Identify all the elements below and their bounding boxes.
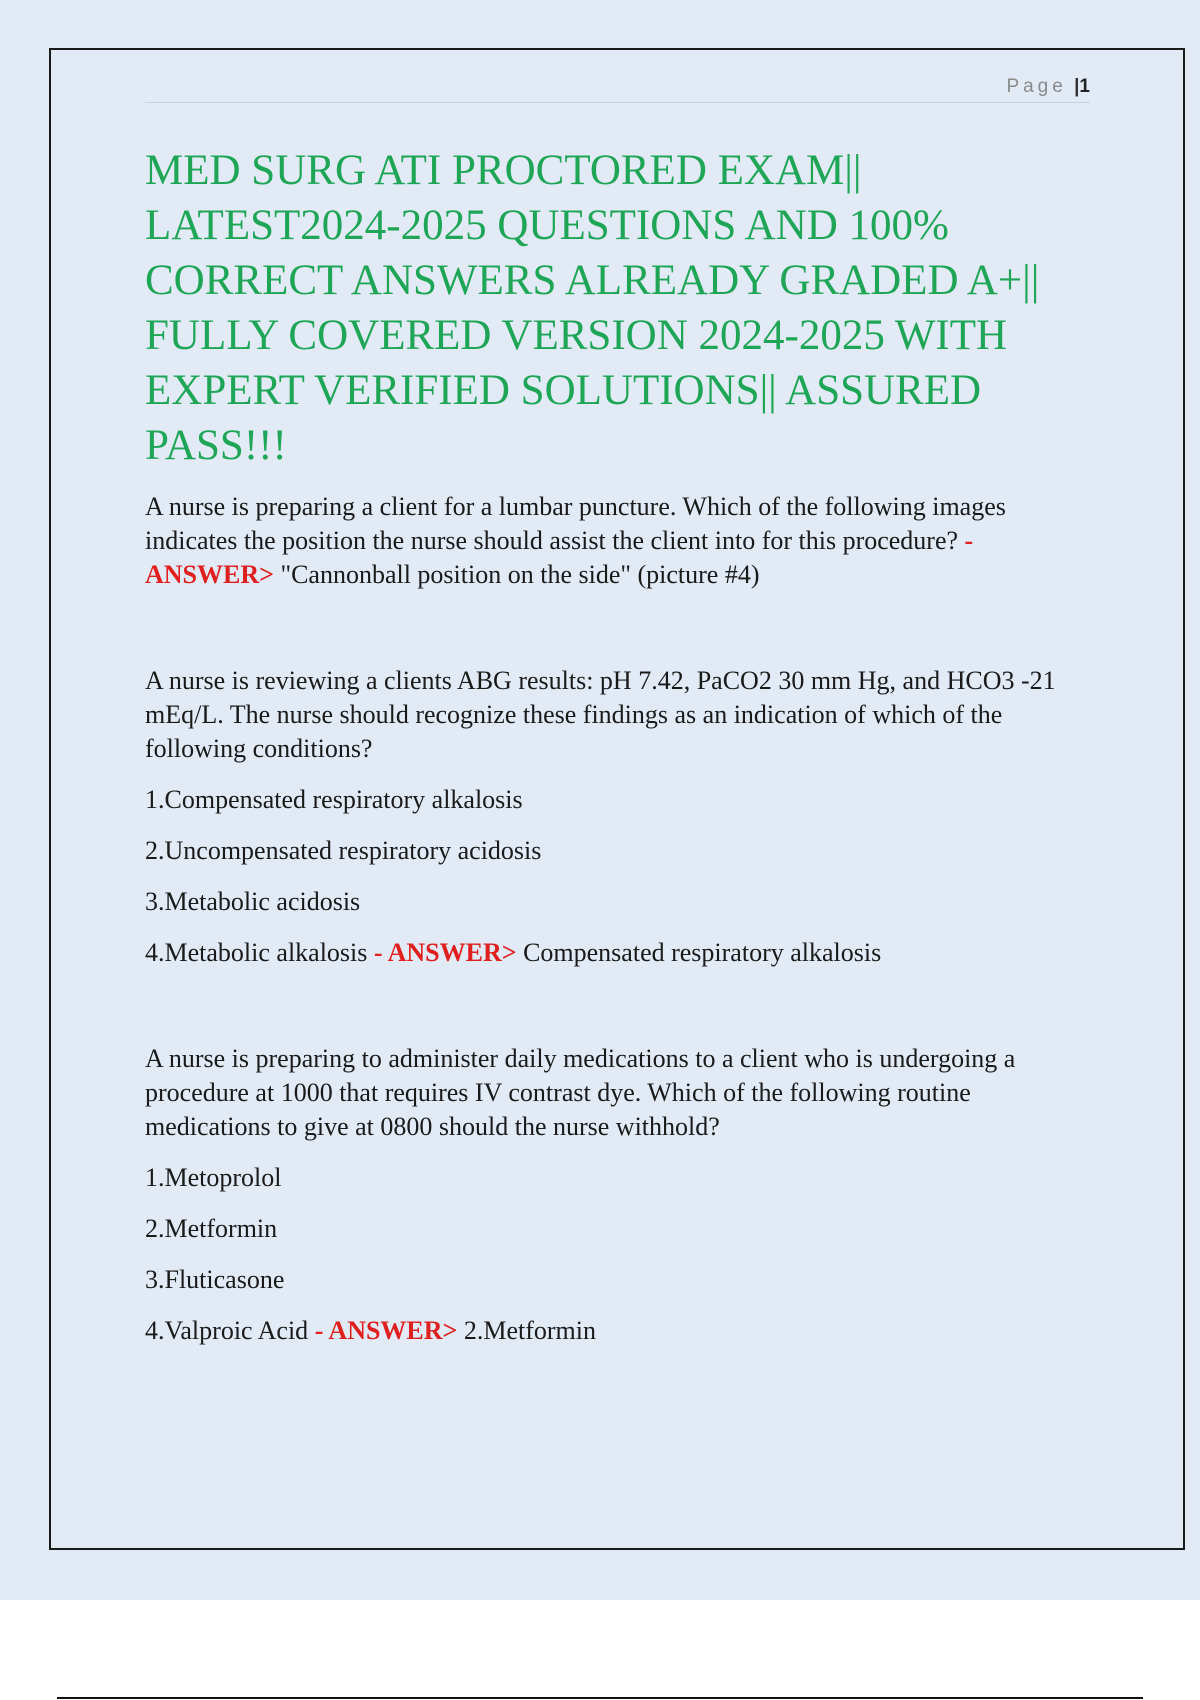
option-item: 3.Fluticasone (145, 1265, 285, 1294)
question-text (145, 490, 1095, 592)
option-item: 3.Metabolic acidosis (145, 887, 361, 916)
question-3-answer: 2.Metformin (463, 1316, 597, 1345)
question-2-text: A nurse is reviewing a clients ABG results: pH 7.42, PaCO2 30 mm Hg, and HCO3 -21 mEq/L. The nurse should recognize these findings as an indication of which of the following conditions? (145, 666, 1056, 763)
question-1-text: A nurse is preparing a client for a lumbar puncture. Which of the following images indicates the position the nurse should assist the client into for this procedure? (145, 492, 1006, 555)
answer-label: - ANSWER> (314, 1316, 458, 1345)
question-block-3 (145, 1042, 1095, 1365)
question-2-answer: Compensated respiratory alkalosis (523, 938, 882, 967)
question-1-answer: "Cannonball position on the side" (picture #4) (280, 560, 760, 589)
page-number: 1 (1079, 76, 1090, 97)
option-item-with-answer (145, 936, 1095, 970)
page-label: Page (1006, 76, 1067, 97)
option-item: 2.Uncompensated respiratory acidosis (145, 836, 542, 865)
option-item: 1.Compensated respiratory alkalosis (145, 785, 523, 814)
question-3-text: A nurse is preparing to administer daily medications to a client who is undergoing a procedure at 1000 that requires IV contrast dye. Which of the following routine medications to give at 0800 should the nurse withhold? (145, 1044, 1016, 1141)
option-item: 2.Metformin (145, 1214, 278, 1243)
option-item: 1.Metoprolol (145, 1163, 282, 1192)
answer-label: - ANSWER> (145, 526, 974, 589)
answer-label: - ANSWER> (373, 938, 517, 967)
option-item: 4.Valproic Acid (145, 1316, 309, 1345)
question-block-1 (145, 490, 1095, 609)
document-title: MED SURG ATI PROCTORED EXAM|| LATEST2024-2025 QUESTIONS AND 100% CORRECT ANSWERS ALREADY GRADED A+|| FULLY COVERED VERSION 2024-2025 WITH EXPERT VERIFIED SOLUTIONS|| ASSURED PASS!!! (145, 147, 1040, 469)
footer-rule (57, 1697, 1143, 1699)
page-separator: | (1074, 76, 1080, 97)
option-item: 4.Metabolic alkalosis (145, 938, 368, 967)
option-item-with-answer (145, 1314, 1095, 1348)
question-block-2 (145, 664, 1095, 987)
page-header (145, 72, 1090, 103)
